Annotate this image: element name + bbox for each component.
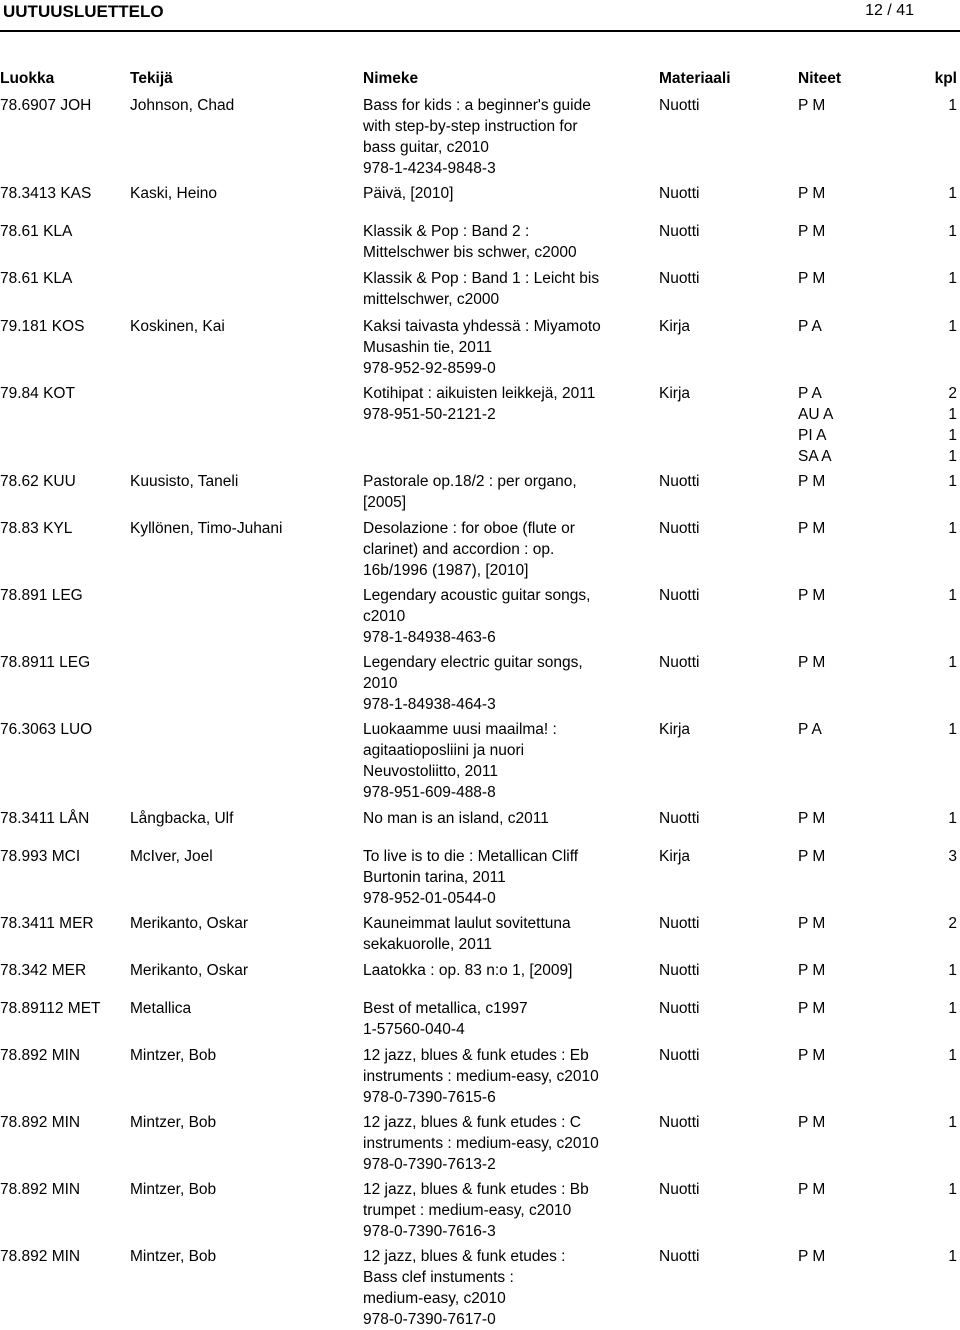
cell-nimeke-line: with step-by-step instruction for <box>363 118 578 135</box>
cell-nimeke-line: 978-1-84938-464-3 <box>363 696 496 713</box>
column-header-tekija: Tekijä <box>130 70 173 87</box>
cell-kpl-line: 1 <box>948 185 957 202</box>
cell-luokka: 78.3411 MER <box>0 915 94 932</box>
cell-nimeke-line: sekakuorolle, 2011 <box>363 936 492 953</box>
cell-niteet-line: P M <box>798 1248 826 1265</box>
cell-kpl-line: 1 <box>948 520 957 537</box>
cell-materiaali: Nuotti <box>659 587 700 604</box>
cell-niteet <box>798 95 825 116</box>
cell-niteet <box>798 221 825 242</box>
cell-niteet-line: P M <box>798 520 826 537</box>
cell-nimeke-line: bass guitar, c2010 <box>363 139 489 156</box>
cell-nimeke-line: mittelschwer, c2000 <box>363 291 500 308</box>
cell-kpl <box>948 221 957 242</box>
cell-kpl <box>948 808 957 829</box>
cell-nimeke-line: 978-951-50-2121-2 <box>363 406 496 423</box>
cell-niteet <box>798 719 822 740</box>
cell-niteet <box>798 471 825 492</box>
cell-luokka: 78.892 MIN <box>0 1248 81 1265</box>
cell-nimeke <box>363 1045 599 1108</box>
cell-nimeke-line: No man is an island, c2011 <box>363 810 549 827</box>
cell-kpl-line: 1 <box>948 1000 957 1017</box>
cell-tekija: Mintzer, Bob <box>130 1181 217 1198</box>
cell-kpl-line: 2 <box>948 915 957 932</box>
cell-kpl <box>948 268 957 289</box>
cell-tekija: Merikanto, Oskar <box>130 962 249 979</box>
page-number: 12 / 41 <box>865 2 914 19</box>
cell-nimeke-line: 978-1-84938-463-6 <box>363 629 496 646</box>
cell-materiaali: Nuotti <box>659 962 700 979</box>
cell-luokka: 78.61 KLA <box>0 270 73 287</box>
cell-luokka: 78.83 KYL <box>0 520 73 537</box>
cell-niteet <box>798 183 825 204</box>
cell-niteet <box>798 846 825 867</box>
cell-nimeke-line: 978-0-7390-7613-2 <box>363 1156 496 1173</box>
cell-nimeke <box>363 585 590 648</box>
cell-nimeke-line: Musashin tie, 2011 <box>363 339 492 356</box>
cell-materiaali: Kirja <box>659 721 691 738</box>
cell-kpl <box>948 1179 957 1200</box>
cell-niteet-line: P M <box>798 223 826 240</box>
cell-nimeke-line: Kauneimmat laulut sovitettuna <box>363 915 571 932</box>
cell-nimeke <box>363 846 578 909</box>
cell-kpl <box>948 913 957 934</box>
cell-luokka: 76.3063 LUO <box>0 721 93 738</box>
cell-niteet-line: PI A <box>798 427 827 444</box>
cell-nimeke-line: clarinet) and accordion : op. <box>363 541 555 558</box>
cell-luokka: 78.892 MIN <box>0 1047 81 1064</box>
cell-luokka: 78.891 LEG <box>0 587 83 604</box>
cell-nimeke-line: 16b/1996 (1987), [2010] <box>363 562 529 579</box>
cell-nimeke-line: Legendary electric guitar songs, <box>363 654 583 671</box>
cell-kpl-line: 1 <box>948 427 957 444</box>
cell-kpl <box>948 518 957 539</box>
cell-niteet <box>798 1045 825 1066</box>
cell-nimeke <box>363 1112 599 1175</box>
cell-niteet-line: P M <box>798 97 826 114</box>
cell-nimeke-line: Kaksi taivasta yhdessä : Miyamoto <box>363 318 601 335</box>
cell-kpl-line: 1 <box>948 406 957 423</box>
column-header-nimeke: Nimeke <box>363 70 419 87</box>
page-title: UUTUUSLUETTELO <box>3 2 164 21</box>
cell-nimeke-line: 2010 <box>363 675 398 692</box>
cell-kpl-line: 1 <box>948 1114 957 1131</box>
cell-niteet <box>798 960 825 981</box>
cell-luokka: 79.181 KOS <box>0 318 85 335</box>
cell-niteet <box>798 316 822 337</box>
cell-tekija: McIver, Joel <box>130 848 213 865</box>
cell-nimeke <box>363 471 577 513</box>
cell-kpl <box>948 585 957 606</box>
cell-nimeke <box>363 1246 565 1330</box>
cell-tekija: Merikanto, Oskar <box>130 915 249 932</box>
cell-nimeke-line: 978-952-01-0544-0 <box>363 890 496 907</box>
cell-niteet-line: P M <box>798 810 826 827</box>
cell-kpl-line: 1 <box>948 962 957 979</box>
cell-niteet <box>798 998 825 1019</box>
cell-kpl-line: 1 <box>948 1248 957 1265</box>
cell-niteet <box>798 585 825 606</box>
cell-nimeke-line: agitaatioposliini ja nuori <box>363 742 525 759</box>
cell-materiaali: Nuotti <box>659 810 700 827</box>
cell-materiaali: Nuotti <box>659 1047 700 1064</box>
cell-nimeke <box>363 95 591 179</box>
cell-kpl <box>948 95 957 116</box>
cell-luokka: 79.84 KOT <box>0 385 75 402</box>
cell-kpl <box>948 1246 957 1267</box>
cell-niteet <box>798 913 825 934</box>
cell-kpl-line: 1 <box>948 1181 957 1198</box>
cell-niteet-line: P M <box>798 915 826 932</box>
cell-kpl-line: 1 <box>948 1047 957 1064</box>
cell-kpl <box>948 183 957 204</box>
cell-luokka: 78.89112 MET <box>0 1000 101 1017</box>
cell-niteet <box>798 1179 825 1200</box>
cell-niteet <box>798 383 833 467</box>
cell-nimeke-line: 1-57560-040-4 <box>363 1021 465 1038</box>
cell-nimeke <box>363 383 595 425</box>
cell-niteet-line: P M <box>798 1114 826 1131</box>
cell-nimeke-line: 978-951-609-488-8 <box>363 784 496 801</box>
cell-materiaali: Nuotti <box>659 97 700 114</box>
cell-nimeke-line: Neuvostoliitto, 2011 <box>363 763 498 780</box>
cell-nimeke <box>363 316 601 379</box>
cell-tekija: Johnson, Chad <box>130 97 235 114</box>
cell-kpl <box>948 719 957 740</box>
cell-niteet-line: P M <box>798 654 826 671</box>
cell-niteet-line: P M <box>798 848 826 865</box>
cell-nimeke <box>363 652 583 715</box>
cell-kpl-line: 1 <box>948 473 957 490</box>
cell-niteet <box>798 652 825 673</box>
cell-nimeke-line: Mittelschwer bis schwer, c2000 <box>363 244 577 261</box>
cell-nimeke-line: trumpet : medium-easy, c2010 <box>363 1202 572 1219</box>
cell-niteet-line: P M <box>798 587 826 604</box>
cell-nimeke-line: instruments : medium-easy, c2010 <box>363 1135 599 1152</box>
cell-materiaali: Nuotti <box>659 1000 700 1017</box>
cell-niteet-line: P M <box>798 962 826 979</box>
cell-kpl-line: 2 <box>948 385 957 402</box>
cell-materiaali: Nuotti <box>659 1114 700 1131</box>
cell-tekija: Långbacka, Ulf <box>130 810 234 827</box>
cell-kpl <box>948 383 957 467</box>
cell-nimeke <box>363 518 575 581</box>
cell-nimeke-line: Legendary acoustic guitar songs, <box>363 587 591 604</box>
cell-nimeke-line: Pastorale op.18/2 : per organo, <box>363 473 577 490</box>
cell-kpl-line: 1 <box>948 97 957 114</box>
cell-tekija: Kuusisto, Taneli <box>130 473 239 490</box>
cell-materiaali: Nuotti <box>659 654 700 671</box>
cell-nimeke-line: Päivä, [2010] <box>363 185 454 202</box>
cell-kpl-line: 1 <box>948 810 957 827</box>
cell-luokka: 78.61 KLA <box>0 223 73 240</box>
cell-niteet <box>798 1246 825 1267</box>
column-header-niteet: Niteet <box>798 70 842 87</box>
cell-materiaali: Nuotti <box>659 915 700 932</box>
header-divider <box>0 30 960 32</box>
cell-tekija: Mintzer, Bob <box>130 1047 217 1064</box>
cell-niteet-line: P M <box>798 473 826 490</box>
cell-nimeke <box>363 183 453 204</box>
cell-materiaali: Nuotti <box>659 185 700 202</box>
cell-kpl-line: 1 <box>948 270 957 287</box>
cell-kpl-line: 1 <box>948 654 957 671</box>
cell-nimeke-line: 978-0-7390-7615-6 <box>363 1089 496 1106</box>
cell-kpl <box>948 846 957 867</box>
cell-tekija: Metallica <box>130 1000 192 1017</box>
cell-nimeke <box>363 960 572 981</box>
cell-tekija: Koskinen, Kai <box>130 318 225 335</box>
cell-niteet-line: SA A <box>798 448 832 465</box>
cell-kpl <box>948 998 957 1019</box>
cell-luokka: 78.62 KUU <box>0 473 76 490</box>
cell-nimeke <box>363 808 549 829</box>
cell-nimeke-line: Klassik & Pop : Band 2 : <box>363 223 530 240</box>
cell-nimeke-line: 12 jazz, blues & funk etudes : Bb <box>363 1181 589 1198</box>
cell-nimeke-line: [2005] <box>363 494 407 511</box>
cell-luokka: 78.892 MIN <box>0 1181 81 1198</box>
cell-nimeke-line: 978-0-7390-7616-3 <box>363 1223 496 1240</box>
cell-kpl <box>948 652 957 673</box>
cell-materiaali: Kirja <box>659 848 691 865</box>
cell-nimeke-line: Klassik & Pop : Band 1 : Leicht bis <box>363 270 600 287</box>
cell-nimeke-line: To live is to die : Metallican Cliff <box>363 848 579 865</box>
cell-niteet-line: P M <box>798 1000 826 1017</box>
cell-materiaali: Nuotti <box>659 223 700 240</box>
cell-nimeke-line: 12 jazz, blues & funk etudes : C <box>363 1114 581 1131</box>
cell-nimeke-line: Luokaamme uusi maailma! : <box>363 721 557 738</box>
cell-nimeke <box>363 998 528 1040</box>
cell-nimeke-line: 978-1-4234-9848-3 <box>363 160 496 177</box>
cell-niteet <box>798 518 825 539</box>
cell-nimeke-line: 12 jazz, blues & funk etudes : <box>363 1248 566 1265</box>
cell-nimeke-line: Bass for kids : a beginner's guide <box>363 97 591 114</box>
cell-nimeke <box>363 913 571 955</box>
cell-nimeke-line: medium-easy, c2010 <box>363 1290 506 1307</box>
cell-nimeke-line: instruments : medium-easy, c2010 <box>363 1068 599 1085</box>
column-header-kpl: kpl <box>934 70 957 87</box>
cell-nimeke-line: c2010 <box>363 608 406 625</box>
cell-kpl <box>948 1112 957 1133</box>
cell-kpl <box>948 316 957 337</box>
cell-nimeke-line: 12 jazz, blues & funk etudes : Eb <box>363 1047 589 1064</box>
cell-nimeke-line: Bass clef instuments : <box>363 1269 514 1286</box>
cell-materiaali: Kirja <box>659 385 691 402</box>
cell-kpl-line: 1 <box>948 318 957 335</box>
cell-materiaali: Nuotti <box>659 520 700 537</box>
cell-materiaali: Kirja <box>659 318 691 335</box>
cell-luokka: 78.3413 KAS <box>0 185 92 202</box>
cell-niteet-line: AU A <box>798 406 834 423</box>
cell-luokka: 78.8911 LEG <box>0 654 91 671</box>
cell-niteet-line: P M <box>798 185 826 202</box>
cell-tekija: Kyllönen, Timo-Juhani <box>130 520 283 537</box>
cell-tekija: Mintzer, Bob <box>130 1114 217 1131</box>
cell-niteet-line: P M <box>798 1047 826 1064</box>
cell-nimeke-line: Burtonin tarina, 2011 <box>363 869 506 886</box>
cell-nimeke-line: 978-952-92-8599-0 <box>363 360 496 377</box>
cell-materiaali: Nuotti <box>659 1181 700 1198</box>
cell-niteet-line: P A <box>798 318 822 335</box>
cell-niteet <box>798 808 825 829</box>
cell-tekija: Mintzer, Bob <box>130 1248 217 1265</box>
cell-niteet <box>798 1112 825 1133</box>
cell-kpl-line: 1 <box>948 223 957 240</box>
cell-kpl <box>948 471 957 492</box>
cell-nimeke <box>363 1179 589 1242</box>
cell-niteet <box>798 268 825 289</box>
cell-materiaali: Nuotti <box>659 1248 700 1265</box>
cell-niteet-line: P A <box>798 721 822 738</box>
cell-kpl-line: 3 <box>948 848 957 865</box>
cell-kpl <box>948 960 957 981</box>
cell-nimeke <box>363 221 577 263</box>
cell-niteet-line: P M <box>798 1181 826 1198</box>
cell-nimeke-line: 978-0-7390-7617-0 <box>363 1311 496 1328</box>
cell-kpl <box>948 1045 957 1066</box>
cell-nimeke-line: Kotihipat : aikuisten leikkejä, 2011 <box>363 385 596 402</box>
cell-nimeke-line: Desolazione : for oboe (flute or <box>363 520 575 537</box>
column-header-luokka: Luokka <box>0 70 55 87</box>
cell-nimeke <box>363 268 599 310</box>
cell-nimeke-line: Best of metallica, c1997 <box>363 1000 528 1017</box>
cell-luokka: 78.342 MER <box>0 962 87 979</box>
cell-luokka: 78.892 MIN <box>0 1114 81 1131</box>
cell-materiaali: Nuotti <box>659 473 700 490</box>
cell-luokka: 78.6907 JOH <box>0 97 92 114</box>
cell-niteet-line: P M <box>798 270 826 287</box>
cell-kpl-line: 1 <box>948 721 957 738</box>
cell-materiaali: Nuotti <box>659 270 700 287</box>
cell-kpl-line: 1 <box>948 587 957 604</box>
cell-luokka: 78.3411 LÅN <box>0 810 90 827</box>
column-header-materiaali: Materiaali <box>659 70 731 87</box>
cell-nimeke <box>363 719 557 803</box>
cell-nimeke-line: Laatokka : op. 83 n:o 1, [2009] <box>363 962 573 979</box>
cell-tekija: Kaski, Heino <box>130 185 218 202</box>
cell-kpl-line: 1 <box>948 448 957 465</box>
cell-niteet-line: P A <box>798 385 822 402</box>
cell-luokka: 78.993 MCI <box>0 848 81 865</box>
